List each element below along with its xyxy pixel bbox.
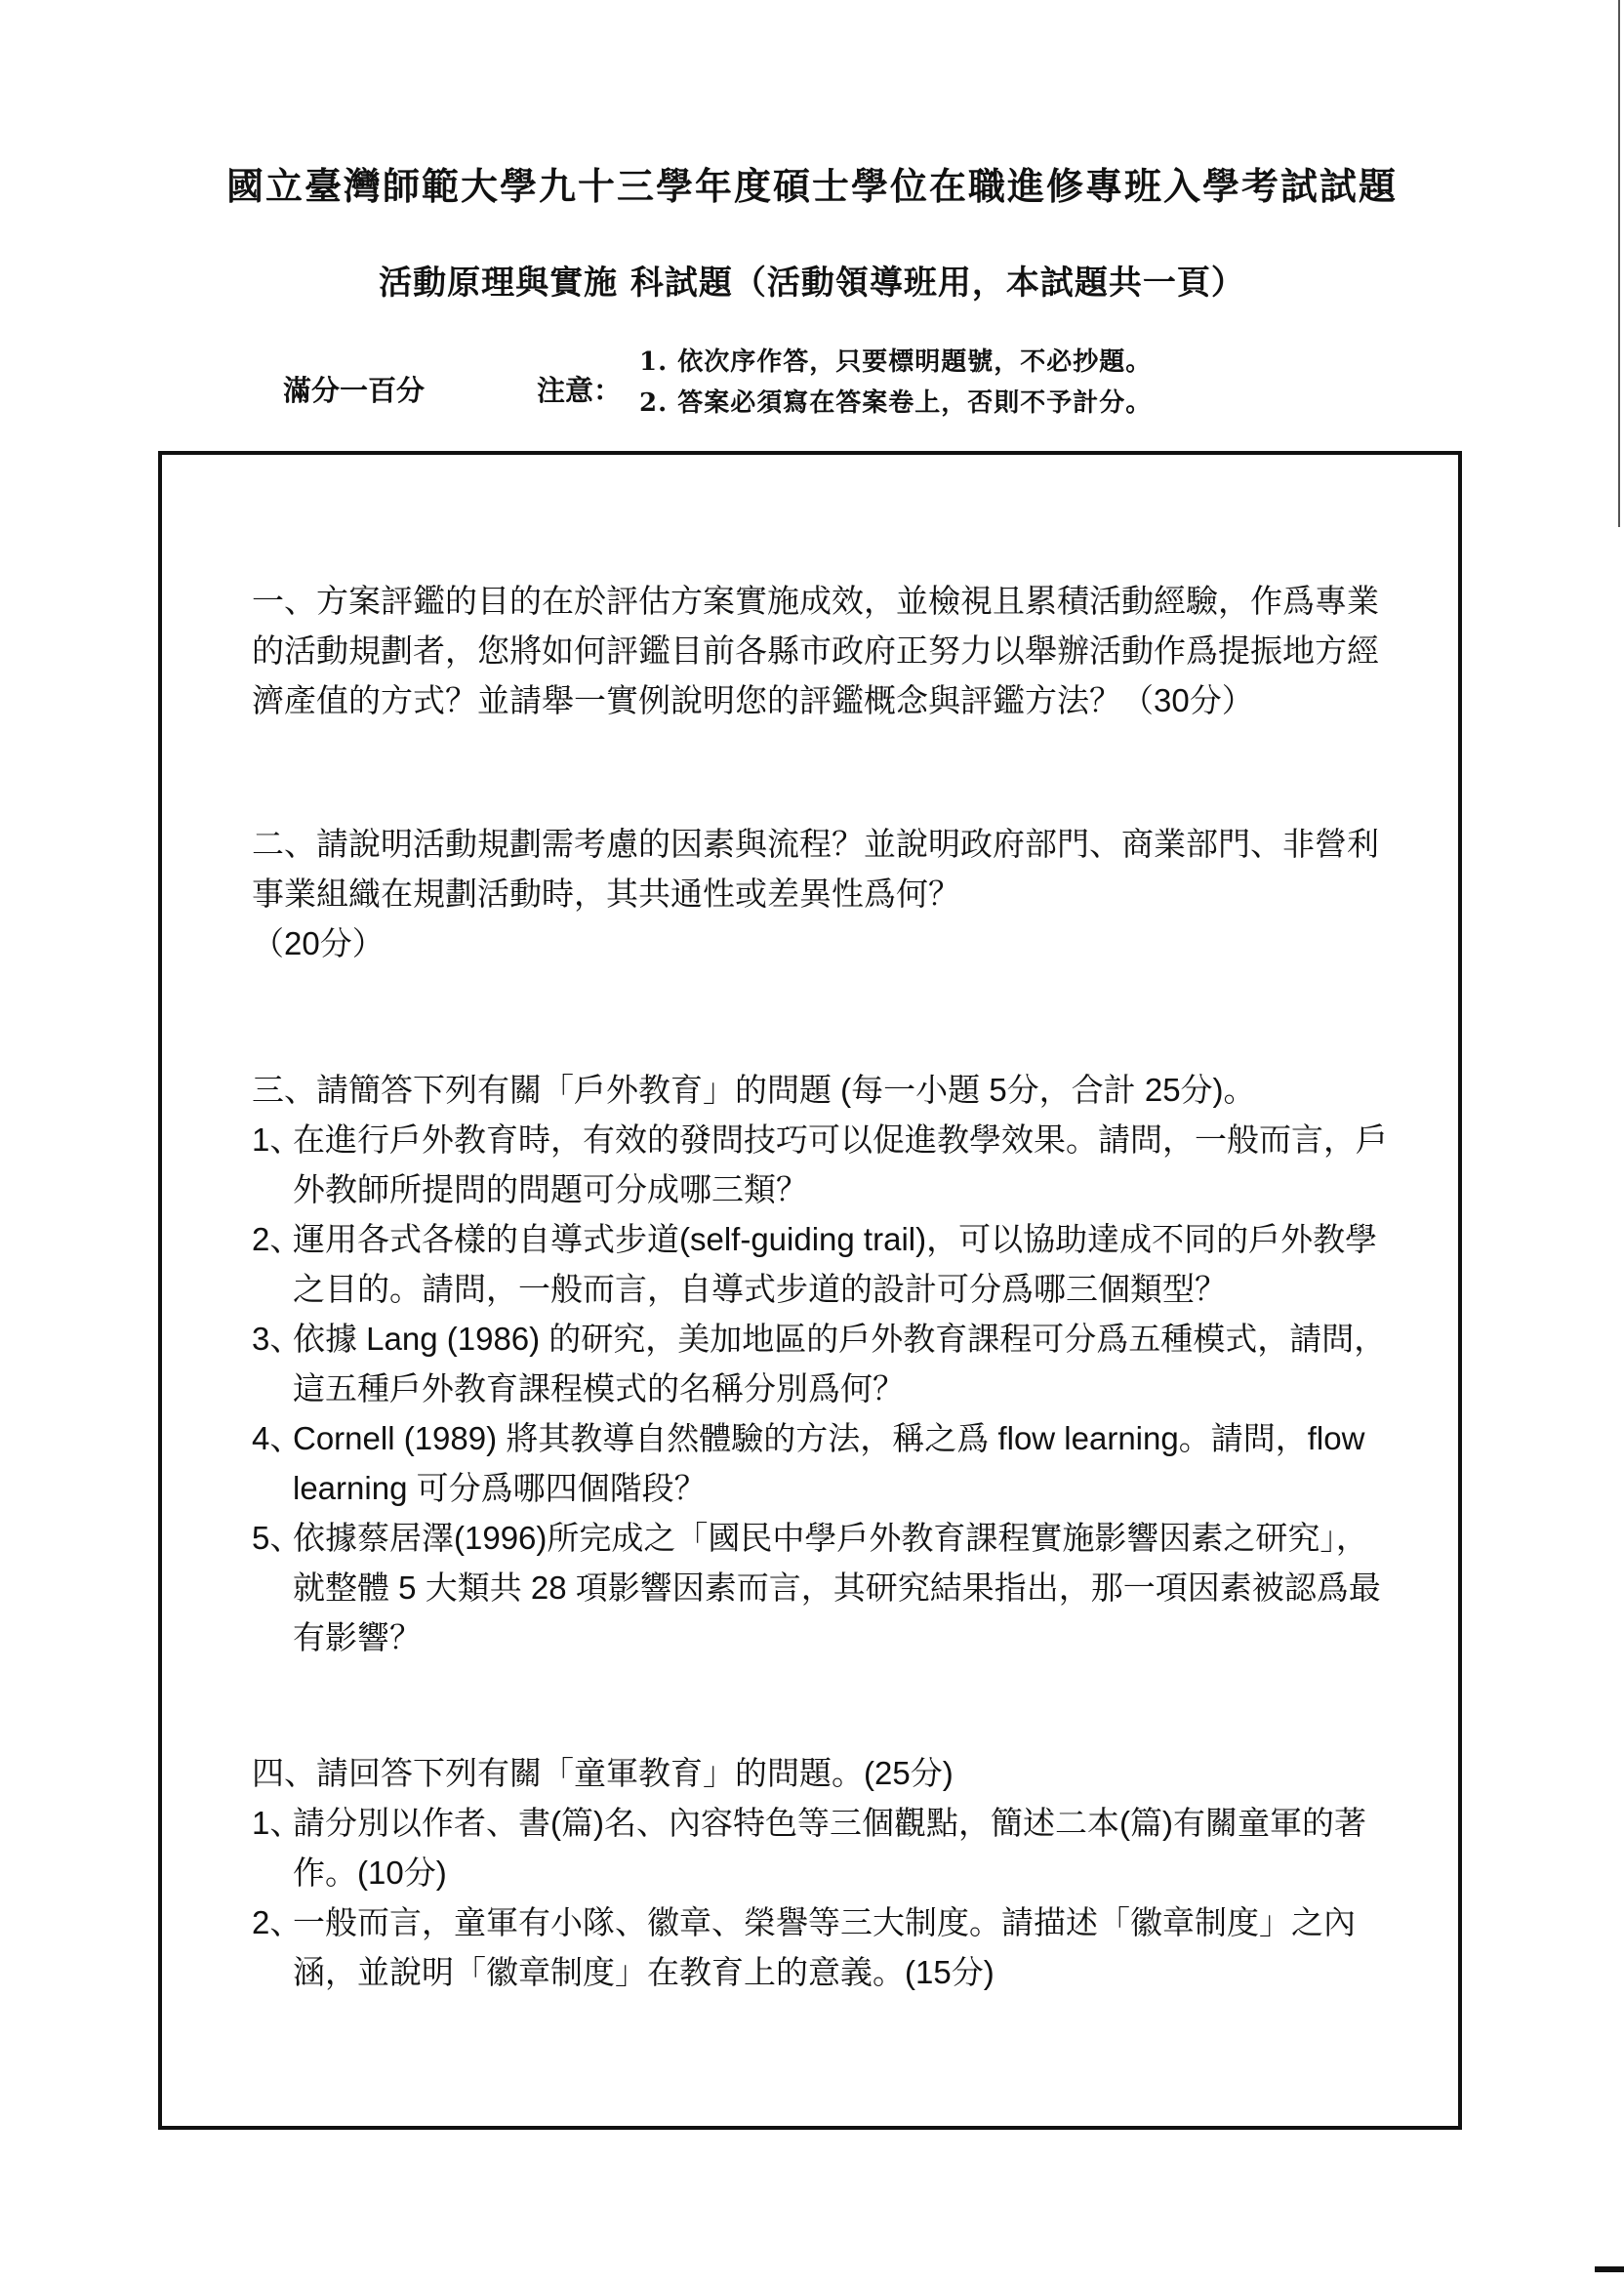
scan-edge-mark <box>1618 0 1620 527</box>
item-text: 依據蔡居澤(1996)所完成之「國民中學戶外教育課程實施影響因素之研究」，就整體 5 大類共 28 項影響因素而言，其研究結果指出，那一項因素被認爲最有影響？ <box>293 1520 1381 1655</box>
item-text: 一般而言，童軍有小隊、徽章、榮譽等三大制度。請描述「徽章制度」之內涵，並說明「徽章制度」在教育上的意義。(15分) <box>293 1904 1356 1990</box>
subject-line: 活動原理與實施 科試題（活動領導班用，本試題共一頁） <box>379 264 1245 303</box>
item-number: 5、 <box>252 1520 303 1556</box>
question-3: 三、請簡答下列有關「戶外教育」的問題 (每一小題 5分，合計 25分)。 <box>252 1072 1256 1108</box>
notice-label: 注意： <box>537 374 623 407</box>
question-3-item-5 <box>252 1513 1394 1662</box>
question-3-item-1 <box>252 1115 1394 1214</box>
item-text: 運用各式各樣的自導式步道(self-guiding trail)，可以協助達成不同的戶外教學之目的。請問，一般而言，自導式步道的設計可分爲哪三個類型？ <box>293 1221 1378 1307</box>
question-3-item-3 <box>252 1314 1394 1413</box>
item-text: 依據 Lang (1986) 的研究，美加地區的戶外教育課程可分爲五種模式，請問，這五種戶外教育課程模式的名稱分別爲何？ <box>293 1321 1387 1406</box>
item-number: 4、 <box>252 1420 303 1456</box>
question-2: 二、請說明活動規劃需考慮的因素與流程？並說明政府部門、商業部門、非營利事業組織在規劃活動時，其共通性或差異性爲何？ <box>252 826 1379 912</box>
question-2-points: （20分） <box>252 925 385 961</box>
question-4: 四、請回答下列有關「童軍教育」的問題。(25分) <box>252 1755 954 1791</box>
notice-item-2: 2. 答案必須寫在答案卷上，否則不予計分。 <box>639 388 1153 418</box>
item-number: 1、 <box>252 1805 303 1841</box>
item-text: 請分別以作者、書(篇)名、內容特色等三個觀點，簡述二本(篇)有關童軍的著作。(10分) <box>293 1805 1366 1891</box>
question-3-item-4 <box>252 1413 1394 1513</box>
item-number: 3、 <box>252 1321 303 1357</box>
question-4-item-2 <box>252 1897 1394 1997</box>
notice-item-1: 1. 依次序作答，只要標明題號，不必抄題。 <box>639 347 1153 377</box>
item-number: 1、 <box>252 1121 303 1158</box>
item-text: Cornell (1989) 將其教導自然體驗的方法，稱之爲 flow learning。請問，flow learning 可分爲哪四個階段？ <box>293 1420 1365 1506</box>
question-1: 一、方案評鑑的目的在於評估方案實施成效，並檢視且累積活動經驗，作爲專業的活動規劃者，您將如何評鑑目前各縣市政府正努力以舉辦活動作爲提振地方經濟產值的方式？並請舉一實例說明您的評鑑概念與評鑑方法？（30分） <box>252 583 1379 718</box>
full-score-label: 滿分一百分 <box>283 374 426 407</box>
question-4-item-1 <box>252 1798 1394 1897</box>
scan-corner-mark <box>1595 2266 1624 2272</box>
item-number: 2、 <box>252 1221 303 1257</box>
exam-title: 國立臺灣師範大學九十三學年度碩士學位在職進修專班入學考試試題 <box>225 164 1398 208</box>
item-number: 2、 <box>252 1904 303 1940</box>
question-3-item-2 <box>252 1214 1394 1314</box>
item-text: 在進行戶外教育時，有效的發問技巧可以促進教學效果。請問，一般而言，戶外教師所提問的問題可分成哪三類？ <box>293 1121 1388 1207</box>
